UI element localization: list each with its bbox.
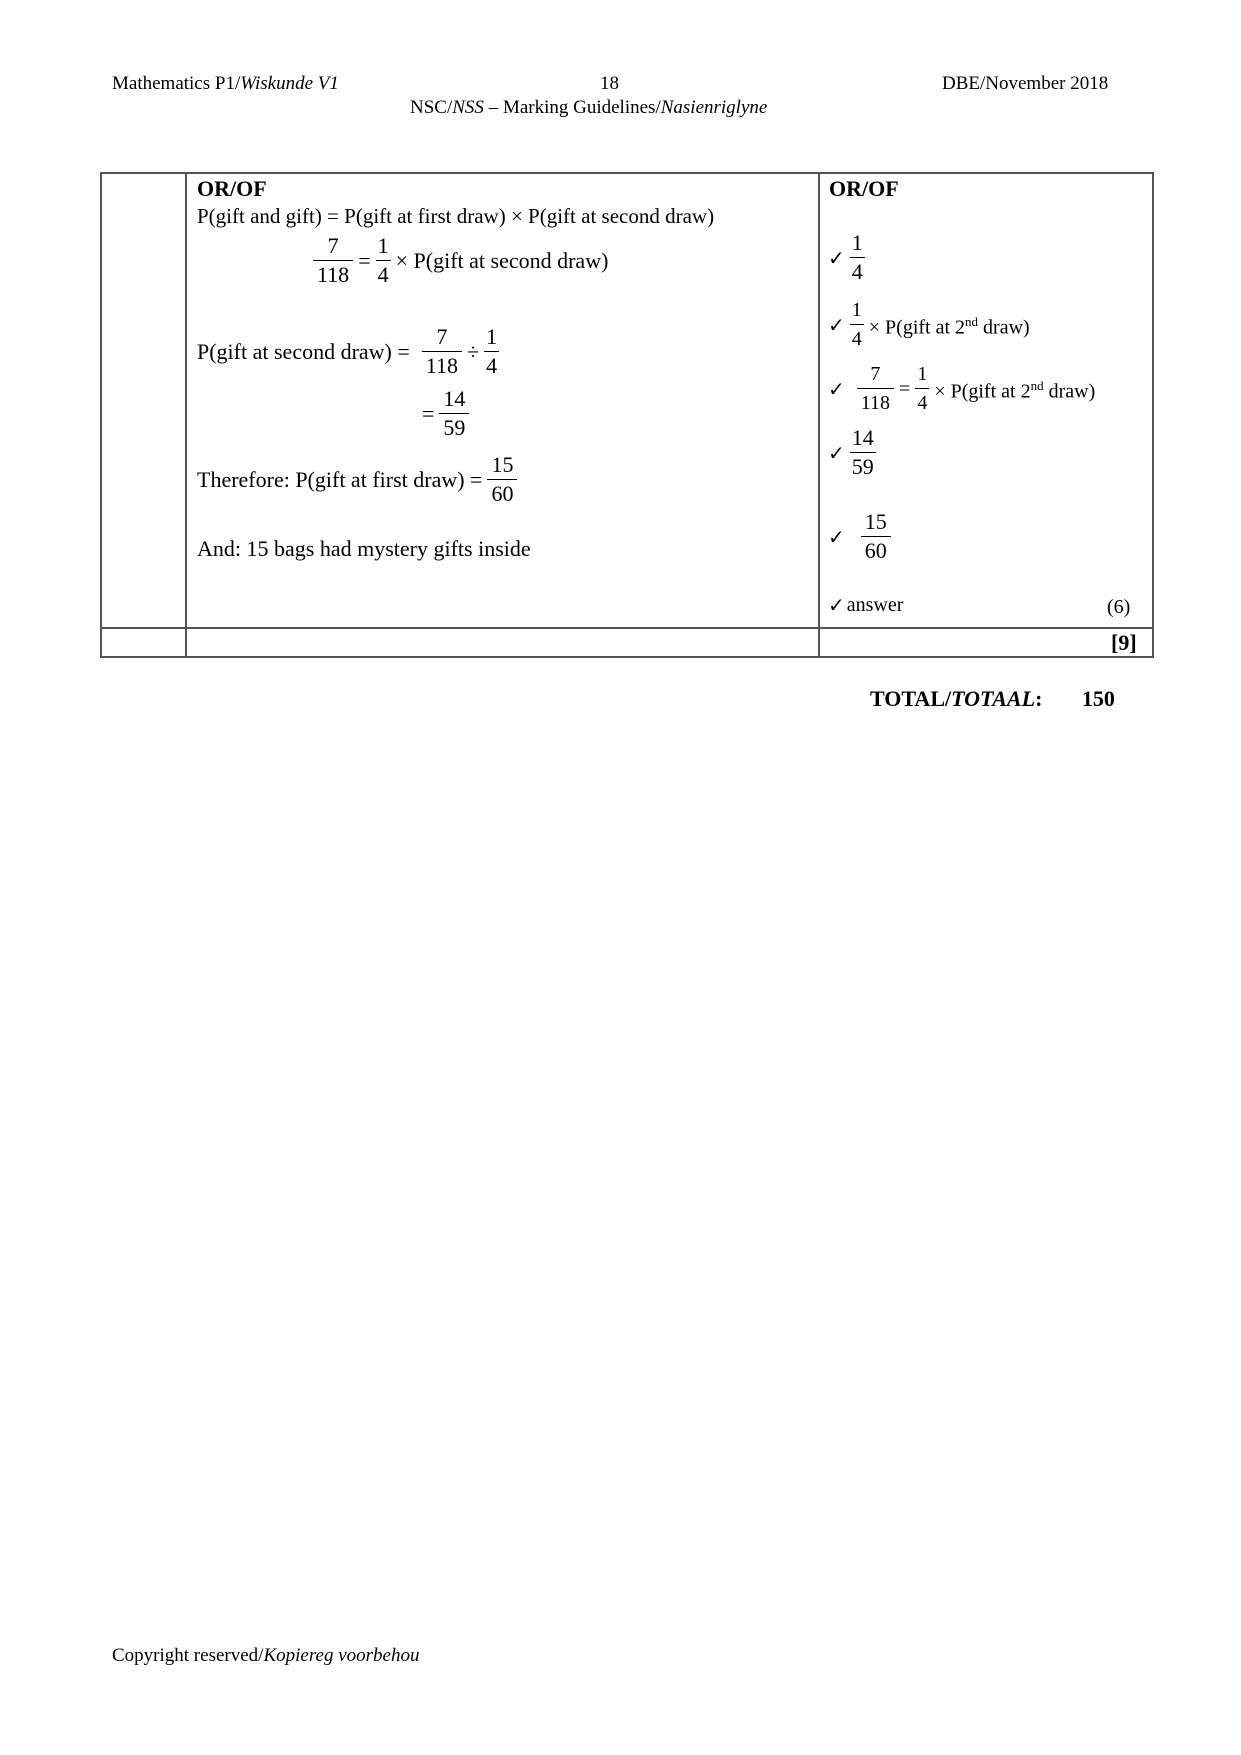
mark-5: ✓ $\frac{15}{60}$ — [828, 508, 894, 565]
mark-3: ✓ $\frac{7}{118}$ = $\frac{1}{4}$ × P(gift at 2nd draw) — [828, 360, 1095, 417]
check-icon: ✓ — [828, 312, 845, 337]
mark-2: ✓ $\frac{1}{4}$ × P(gift at 2nd draw) — [828, 296, 1030, 353]
memo-or-label: OR/OF — [197, 176, 267, 201]
check-icon: ✓ — [828, 593, 845, 617]
page-number: 18 — [600, 73, 619, 94]
memo-equation-2: P(gift at second draw) = $\frac{7}{118}$ ÷ $\frac{1}{4}$ — [197, 324, 498, 378]
memo-conclusion: And: 15 bags had mystery gifts inside — [197, 536, 531, 561]
check-icon: ✓ — [828, 524, 845, 549]
footer-copyright: Copyright reserved/Kopiereg voorbehou — [112, 1645, 420, 1666]
grand-total-value: 150 — [1081, 686, 1115, 711]
subtotal-marks: (6) — [1107, 596, 1131, 618]
header-subtitle: NSC/NSS – Marking Guidelines/Nasienriglyne — [410, 97, 768, 118]
marks-or-label: OR/OF — [829, 176, 899, 201]
question-total: [9] — [1111, 630, 1137, 655]
header-date: DBE/November 2018 — [942, 73, 1109, 94]
header-subject: Mathematics P1/Wiskunde V1 — [112, 73, 339, 94]
grand-total: TOTAL/TOTAAL: 150 — [870, 686, 1115, 711]
mark-answer: ✓ answer — [828, 593, 904, 617]
check-icon: ✓ — [828, 440, 845, 465]
check-icon: ✓ — [828, 245, 845, 270]
memo-equation-3: = $\frac{14}{59}$ — [422, 385, 472, 442]
memo-equation-1: $\frac{7}{118}$ = $\frac{1}{4}$ × P(gift at second draw) — [310, 232, 608, 289]
check-icon: ✓ — [828, 376, 845, 401]
memo-equation-4: Therefore: P(gift at first draw) = $\frac{15}{60}$ — [197, 451, 520, 508]
mark-1: ✓ $\frac{1}{4}$ — [828, 230, 863, 284]
memo-line-probability-rule: P(gift and gift) = P(gift at first draw) × P(gift at second draw) — [197, 204, 715, 228]
mark-4: ✓ $\frac{14}{59}$ — [828, 425, 874, 479]
